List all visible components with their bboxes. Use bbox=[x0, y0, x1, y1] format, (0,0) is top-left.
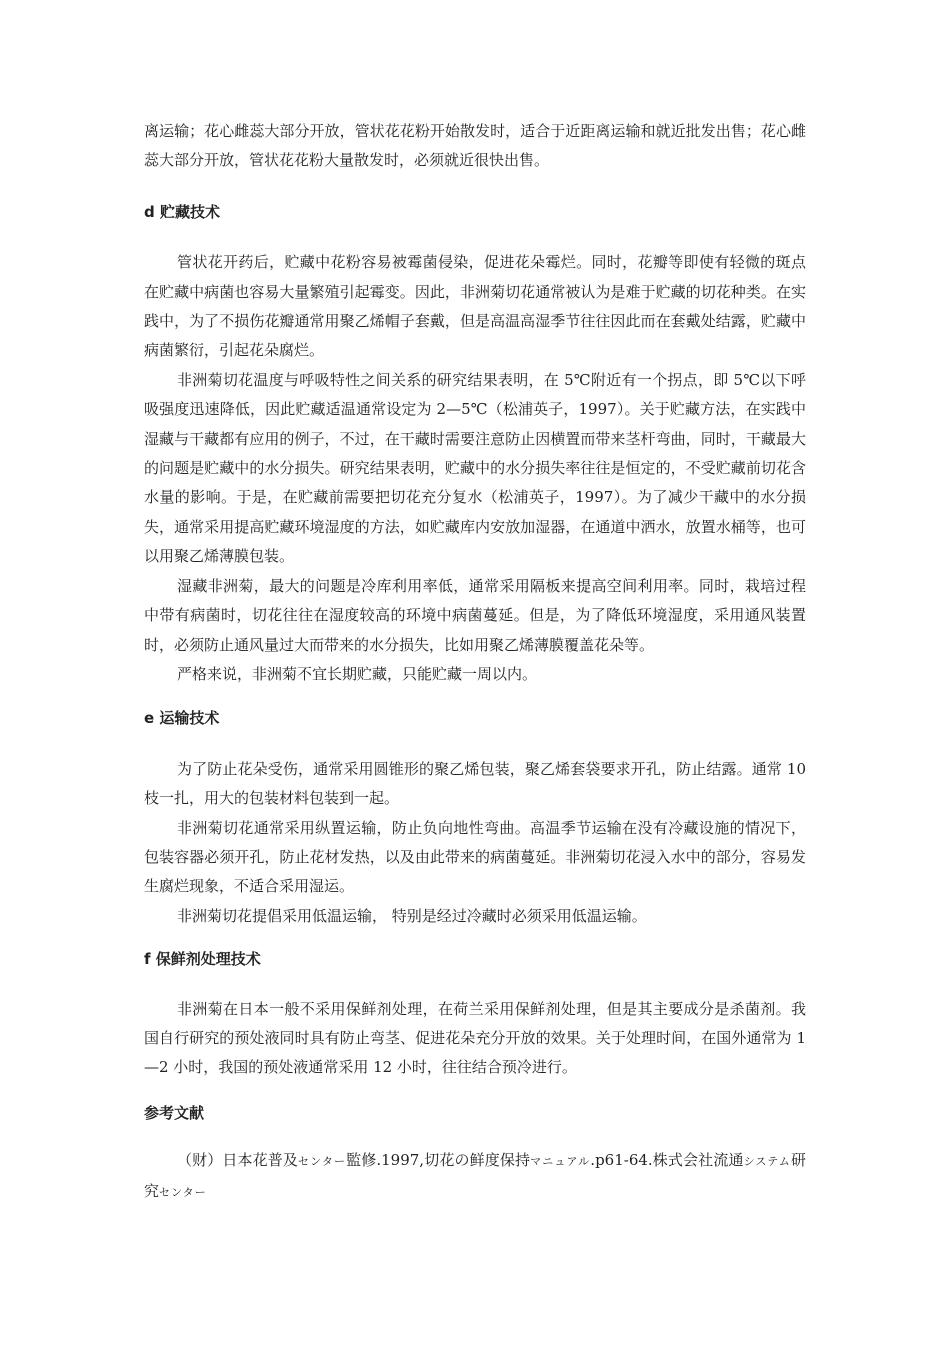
section-heading-transport: e 运输技术 bbox=[144, 709, 220, 728]
reference-text: .p61-64.株式会社流通 bbox=[590, 1151, 744, 1170]
reference-kana: センター bbox=[298, 1155, 347, 1169]
section-heading-preservative: f 保鲜剂处理技术 bbox=[144, 950, 261, 969]
storage-paragraph-4: 严格来说，非洲菊不宜长期贮藏，只能贮藏一周以内。 bbox=[177, 664, 538, 683]
document-page bbox=[144, 117, 806, 1207]
reference-text: （财）日本花普及 bbox=[177, 1151, 299, 1170]
transport-paragraph-2: 非洲菊切花通常采用纵置运输，防止负向地性弯曲。高温季节运输在没有冷藏设施的情况下，包装容器必须开孔，防止花材发热，以及由此带来的病菌蔓延。非洲菊切花浸入水中的部分，容易发生腐烂现象，不适合采用湿运。 bbox=[144, 818, 806, 896]
section-heading-storage: d 贮藏技术 bbox=[144, 202, 220, 221]
storage-paragraph-3: 湿藏非洲菊，最大的问题是冷库利用率低，通常采用隔板来提高空间利用率。同时，栽培过程中带有病菌时，切花往往在湿度较高的环境中病菌蔓延。但是，为了降低环境湿度，采用通风装置时，必须防止通风量过大而带来的水分损失，比如用聚乙烯薄膜覆盖花朵等。 bbox=[144, 576, 806, 654]
intro-paragraph: 离运输；花心雌蕊大部分开放，管状花花粉开始散发时，适合于近距离运输和就近批发出售；花心雌蕊大部分开放，管状花花粉大量散发时，必须就近很快出售。 bbox=[144, 122, 806, 170]
storage-paragraph-2: 非洲菊切花温度与呼吸特性之间关系的研究结果表明，在 5℃附近有一个拐点，即 5℃以下呼吸强度迅速降低，因此贮藏适温通常设定为 2—5℃（松浦英子，1997）。关于贮藏方法，在实践中湿藏与干藏都有应用的例子，不过，在干藏时需要注意防止因横置而带来茎杆弯曲，同时，干藏最大的问题是贮藏中的水分损失。研究结果表明，贮藏中的水分损失率往往是恒定的，不受贮藏前切花含水量的影响。于是，在贮藏前需要把切花充分复水（松浦英子，1997）。为了减少干藏中的水分损失，通常采用提高贮藏环境湿度的方法，如贮藏库内安放加湿器，在通道中洒水，放置水桶等，也可以用聚乙烯薄膜包装。 bbox=[144, 370, 806, 566]
storage-paragraph-1: 管状花开药后，贮藏中花粉容易被霉菌侵染，促进花朵霉烂。同时，花瓣等即使有轻微的斑点在贮藏中病菌也容易大量繁殖引起霉变。因此，非洲菊切花通常被认为是难于贮藏的切花种类。在实践中，为了不损伤花瓣通常用聚乙烯帽子套戴，但是高温高湿季节往往因此而在套戴处结露，贮藏中病菌繁衍，引起花朵腐烂。 bbox=[144, 253, 806, 360]
preservative-paragraph-1: 非洲菊在日本一般不采用保鲜剂处理，在荷兰采用保鲜剂处理，但是其主要成分是杀菌剂。我国自行研究的预处液同时具有防止弯茎、促进花朵充分开放的效果。关于处理时间，在国外通常为 1—2 小时，我国的预处液通常采用 12 小时，往往结合预冷进行。 bbox=[144, 999, 806, 1077]
transport-paragraph-1: 为了防止花朵受伤，通常采用圆锥形的聚乙烯包装，聚乙烯套袋要求开孔，防止结露。通常 10 枝一扎，用大的包装材料包装到一起。 bbox=[144, 759, 806, 808]
reference-entry bbox=[144, 1146, 806, 1207]
reference-kana: システム bbox=[743, 1155, 791, 1169]
reference-text: 監修.1997,切花の鲜度保持 bbox=[346, 1151, 531, 1170]
references-heading: 参考文献 bbox=[144, 1103, 205, 1122]
reference-kana: センター bbox=[159, 1185, 207, 1199]
transport-paragraph-3: 非洲菊切花提倡采用低温运输， 特别是经过冷藏时必须采用低温运输。 bbox=[177, 906, 647, 925]
reference-kana: マニュアル bbox=[530, 1155, 591, 1169]
reference-text: 研究 bbox=[144, 1151, 807, 1200]
